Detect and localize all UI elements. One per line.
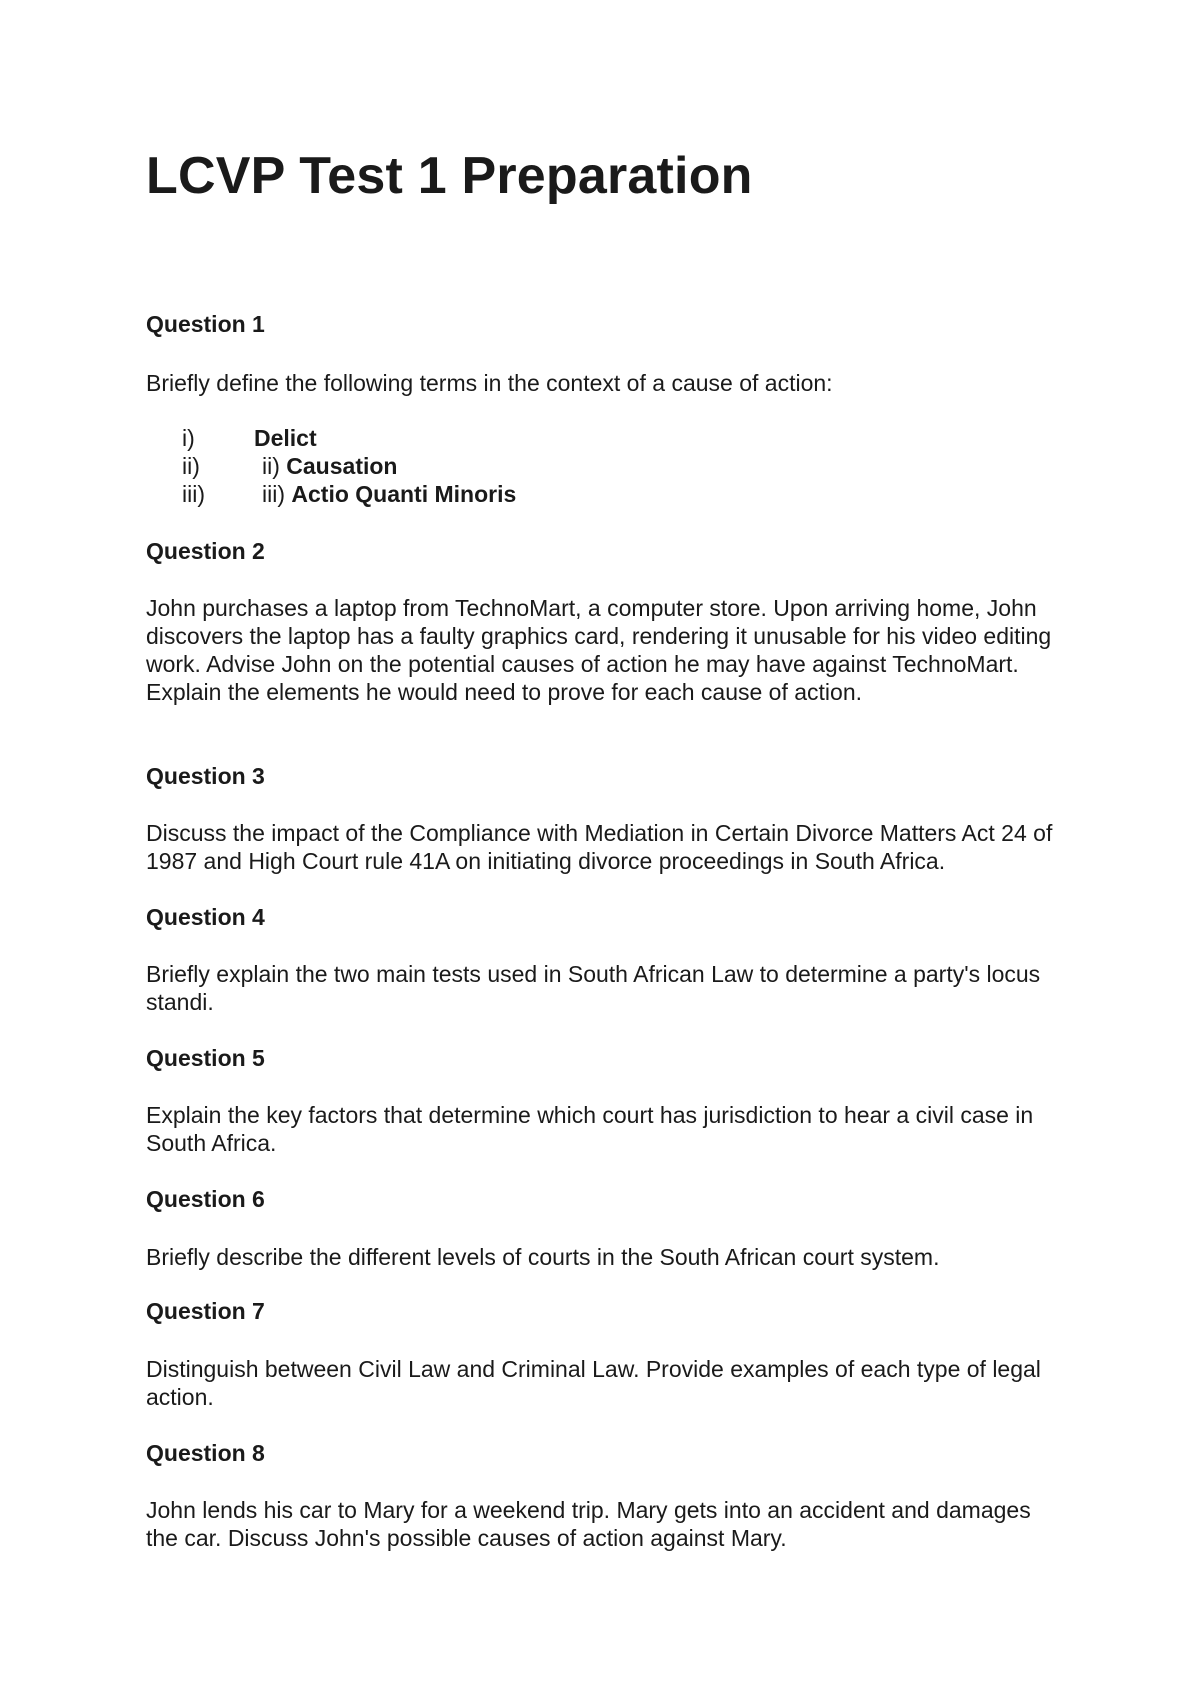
question-6-body: Briefly describe the different levels of courts in the South African court system.: [146, 1244, 940, 1270]
question-8-body: John lends his car to Mary for a weekend trip. Mary gets into an accident and damages the car. Discuss John's possible causes of action against Mary.: [146, 1497, 1031, 1551]
term-name: Delict: [254, 425, 317, 451]
question-4-body: Briefly explain the two main tests used in South African Law to determine a party's locus standi.: [146, 961, 1041, 1015]
term-number: i): [182, 425, 195, 451]
term-name: Causation: [286, 453, 398, 479]
question-4-heading: Question 4: [146, 904, 265, 930]
term-name: Actio Quanti Minoris: [291, 481, 517, 507]
question-5-heading: Question 5: [146, 1045, 265, 1071]
question-5-body: Explain the key factors that determine which court has jurisdiction to hear a civil case in South Africa.: [146, 1102, 1034, 1156]
question-1-heading: Question 1: [146, 311, 265, 337]
term-number: iii): [182, 481, 205, 507]
question-7-heading: Question 7: [146, 1298, 265, 1324]
question-7-body: Distinguish between Civil Law and Criminal Law. Provide examples of each type of legal action.: [146, 1356, 1041, 1410]
question-3-body: Discuss the impact of the Compliance with Mediation in Certain Divorce Matters Act 24 of 1987 and High Court rule 41A on initiating divorce proceedings in South Africa.: [146, 820, 1053, 874]
question-1-intro: Briefly define the following terms in the context of a cause of action:: [146, 370, 833, 396]
question-3-heading: Question 3: [146, 763, 265, 789]
question-8-heading: Question 8: [146, 1440, 265, 1466]
question-6-heading: Question 6: [146, 1186, 265, 1212]
question-2-body: John purchases a laptop from TechnoMart, a computer store. Upon arriving home, John discovers the laptop has a faulty graphics card, rendering it unusable for his video editing work. Advise John on the potential causes of action he may have against TechnoMart. Explain the elements he would need to prove for each cause of action.: [146, 595, 1052, 705]
term-inner-number: iii): [262, 481, 285, 507]
term-inner-number: ii): [262, 453, 280, 479]
question-2-heading: Question 2: [146, 538, 265, 564]
document-title: LCVP Test 1 Preparation: [146, 147, 753, 205]
term-number: ii): [182, 453, 200, 479]
